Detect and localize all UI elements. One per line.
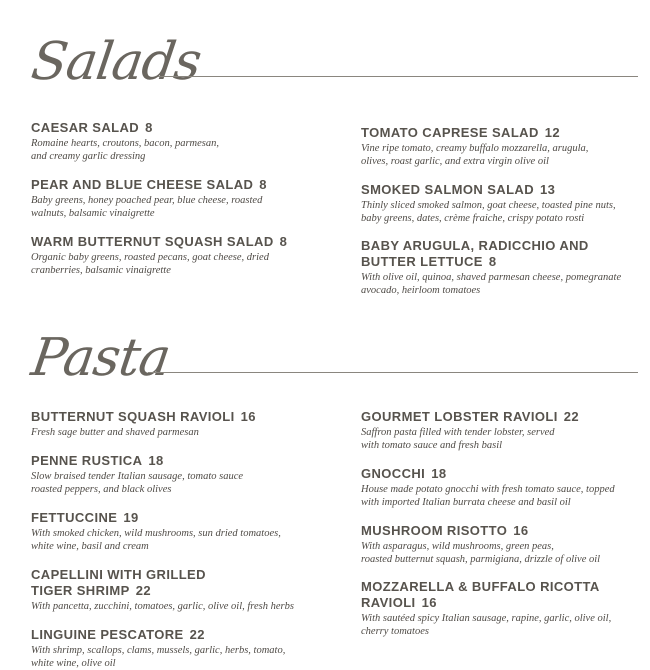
menu-item-name: PENNE RUSTICA 18 bbox=[31, 453, 164, 468]
menu-item-name: GOURMET LOBSTER RAVIOLI 22 bbox=[361, 409, 580, 424]
menu-item-name: SMOKED SALMON SALAD 13 bbox=[361, 182, 556, 197]
menu-item-description: With pancetta, zucchini, tomatoes, garlic, olive oil, fresh herbs bbox=[31, 601, 294, 612]
menu-item-description: With olive oil, quinoa, shaved parmesan cheese, pomegranate avocado, heirloom tomatoes bbox=[361, 272, 622, 296]
menu-item-price: 16 bbox=[421, 595, 437, 610]
menu-item-price: 22 bbox=[563, 409, 580, 424]
menu-item-name: MOZZARELLA & BUFFALO RICOTTA bbox=[361, 579, 600, 594]
menu-item-name: PEAR AND BLUE CHEESE SALAD 8 bbox=[31, 177, 267, 192]
menu-item-price: 16 bbox=[513, 523, 529, 538]
menu-item-price: 19 bbox=[123, 510, 139, 525]
menu-item-capellini-tiger-shrimp bbox=[31, 567, 331, 613]
menu-item-price: 8 bbox=[279, 234, 288, 249]
menu-item-description: House made potato gnocchi with fresh tomato sauce, topped with imported Italian burrata cheese and basil oil bbox=[361, 484, 615, 508]
salads-header bbox=[0, 30, 650, 100]
menu-item-caesar-salad bbox=[31, 120, 331, 163]
menu-item-name: FETTUCCINE 19 bbox=[31, 510, 139, 525]
menu-item-price: 16 bbox=[240, 409, 256, 424]
menu-item-mozzarella-buffalo-ricotta-ravioli bbox=[361, 579, 650, 638]
menu-item-name: BUTTER LETTUCE 8 bbox=[361, 254, 497, 269]
pasta-divider bbox=[148, 372, 638, 373]
menu-item-price: 18 bbox=[148, 453, 164, 468]
menu-item-price: 18 bbox=[431, 466, 447, 481]
menu-item-name: TIGER SHRIMP 22 bbox=[31, 583, 151, 598]
menu-item-name: GNOCCHI 18 bbox=[361, 466, 447, 481]
menu-item-name: BUTTERNUT SQUASH RAVIOLI 16 bbox=[31, 409, 256, 424]
menu-item-description: Slow braised tender Italian sausage, tomato sauce roasted peppers, and black olives bbox=[31, 471, 244, 495]
menu-item-smoked-salmon-salad bbox=[361, 182, 650, 225]
menu-item-description: Fresh sage butter and shaved parmesan bbox=[31, 427, 199, 438]
menu-item-price: 8 bbox=[145, 120, 153, 135]
menu-item-butternut-squash-ravioli bbox=[31, 409, 331, 439]
menu-item-mushroom-risotto bbox=[361, 523, 650, 566]
menu-item-description: With smoked chicken, wild mushrooms, sun dried tomatoes, white wine, basil and cream bbox=[31, 528, 281, 552]
menu-item-name: RAVIOLI 16 bbox=[361, 595, 437, 610]
menu-item-penne-rustica bbox=[31, 453, 331, 496]
menu-item-description: Organic baby greens, roasted pecans, goat cheese, dried cranberries, balsamic vinaigrette bbox=[31, 252, 269, 276]
menu-item-description: Thinly sliced smoked salmon, goat cheese, toasted pine nuts, baby greens, dates, crème fraiche, crispy potato rosti bbox=[361, 200, 616, 224]
menu-item-tomato-caprese-salad bbox=[361, 125, 650, 168]
menu-item-price: 13 bbox=[540, 182, 556, 197]
menu-item-description: Romaine hearts, croutons, bacon, parmesan, and creamy garlic dressing bbox=[31, 138, 220, 162]
menu-item-price: 22 bbox=[189, 627, 205, 642]
menu-item-description: With sautéed spicy Italian sausage, rapine, garlic, olive oil, cherry tomatoes bbox=[361, 613, 612, 637]
menu-item-fettuccine bbox=[31, 510, 331, 553]
menu-item-linguine-pescatore bbox=[31, 627, 331, 670]
salads-title: Salads bbox=[27, 32, 205, 92]
menu-item-name: TOMATO CAPRESE SALAD 12 bbox=[361, 125, 561, 140]
menu-item-gourmet-lobster-ravioli bbox=[361, 409, 650, 452]
menu-item-name: BABY ARUGULA, RADICCHIO AND bbox=[361, 238, 589, 253]
menu-item-name: MUSHROOM RISOTTO 16 bbox=[361, 523, 529, 538]
menu-item-price: 8 bbox=[259, 177, 267, 192]
salads-divider bbox=[158, 76, 638, 77]
menu-item-description: Vine ripe tomato, creamy buffalo mozzarella, arugula, olives, roast garlic, and extra virgin olive oil bbox=[361, 143, 589, 167]
menu-item-name: CAPELLINI WITH GRILLED bbox=[31, 567, 206, 582]
menu-item-price: 12 bbox=[544, 125, 561, 140]
menu-item-description: Baby greens, honey poached pear, blue cheese, roasted walnuts, balsamic vinaigrette bbox=[31, 195, 263, 219]
menu-item-gnocchi bbox=[361, 466, 650, 509]
menu-item-name: LINGUINE PESCATORE 22 bbox=[31, 627, 205, 642]
menu-item-price: 8 bbox=[488, 254, 497, 269]
menu-item-pear-blue-cheese-salad bbox=[31, 177, 331, 220]
menu-item-description: Saffron pasta filled with tender lobster, served with tomato sauce and fresh basil bbox=[361, 427, 555, 451]
menu-item-name: CAESAR SALAD 8 bbox=[31, 120, 153, 135]
menu-item-price: 22 bbox=[135, 583, 151, 598]
menu-item-description: With shrimp, scallops, clams, mussels, garlic, herbs, tomato, white wine, olive oil bbox=[31, 645, 286, 669]
menu-item-name: WARM BUTTERNUT SQUASH SALAD 8 bbox=[31, 234, 288, 249]
menu-item-warm-butternut-squash-salad bbox=[31, 234, 331, 277]
pasta-header bbox=[0, 324, 650, 394]
menu-item-description: With asparagus, wild mushrooms, green peas, roasted butternut squash, parmigiana, drizzle of olive oil bbox=[361, 541, 601, 565]
pasta-title: Pasta bbox=[27, 328, 174, 388]
menu-item-baby-arugula-radicchio-butter-lettuce bbox=[361, 238, 650, 297]
